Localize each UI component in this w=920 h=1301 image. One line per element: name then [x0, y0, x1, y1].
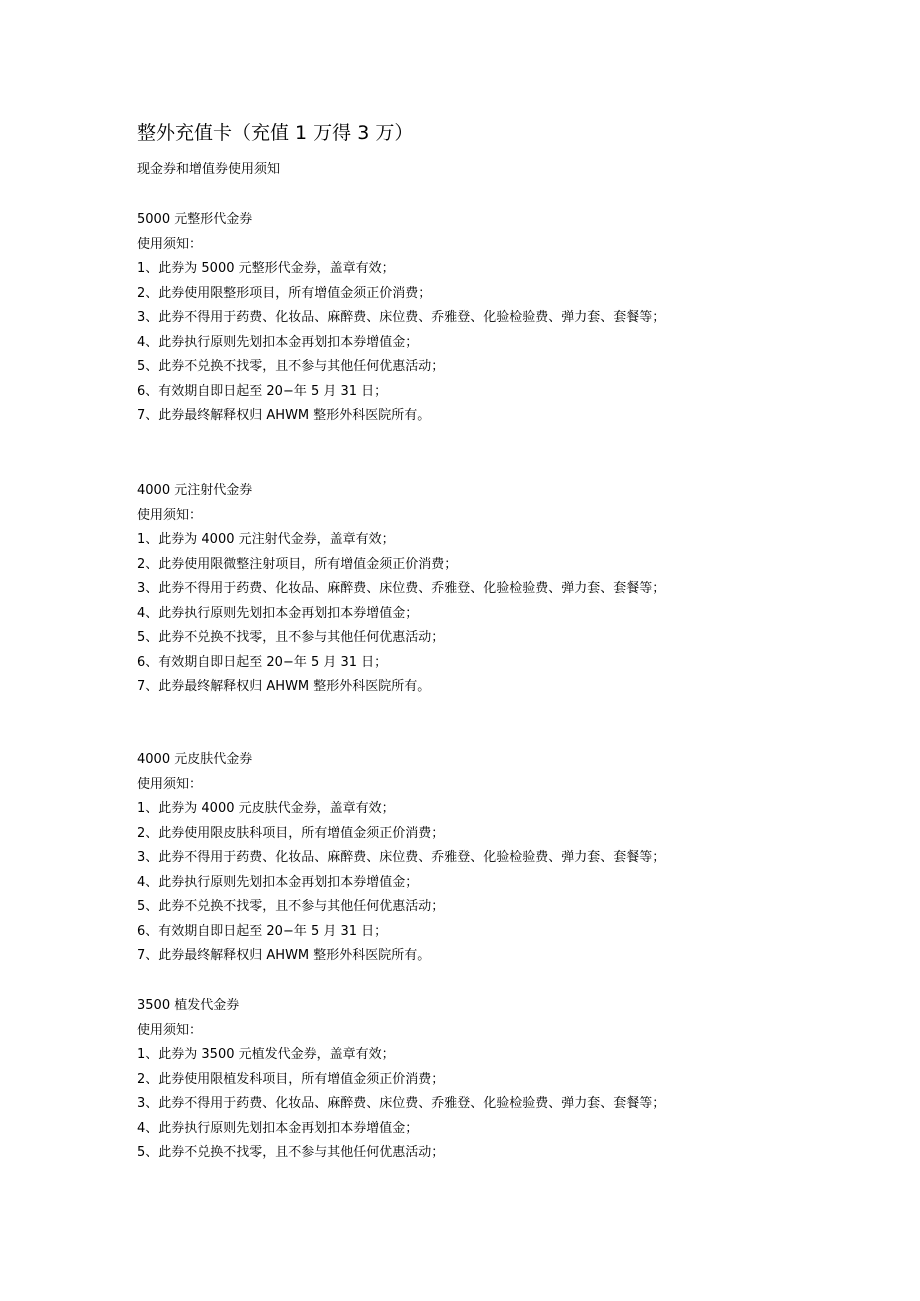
notice-item: 6、有效期自即日起至 20−年 5 月 31 日；	[137, 383, 388, 399]
document-title: 整外充值卡（充值 1 万得 3 万）	[137, 122, 414, 144]
voucher-section-injection	[137, 479, 777, 700]
voucher-section-hair-transplant	[137, 994, 777, 1166]
notice-item: 2、此券使用限整形项目，所有增值金须正价消费；	[137, 285, 432, 301]
notice-item: 4、此券执行原则先划扣本金再划扣本券增值金；	[137, 874, 419, 890]
section-heading: 4000 元注射代金券	[137, 483, 253, 498]
notice-item: 2、此券使用限皮肤科项目，所有增值金须正价消费；	[137, 825, 445, 841]
notice-item: 7、此券最终解释权归 AHWM 整形外科医院所有。	[137, 948, 431, 963]
notice-item: 5、此券不兑换不找零，且不参与其他任何优惠活动；	[137, 1145, 445, 1160]
notice-item: 4、此券执行原则先划扣本金再划扣本券增值金；	[137, 1120, 419, 1136]
notice-item: 1、此券为 5000 元整形代金券，盖章有效；	[137, 261, 395, 276]
notice-label: 使用须知：	[137, 1022, 203, 1038]
notice-item: 3、此券不得用于药费、化妆品、麻醉费、床位费、乔雅登、化验检验费、弹力套、套餐等；	[137, 310, 666, 325]
notice-item: 7、此券最终解释权归 AHWM 整形外科医院所有。	[137, 408, 431, 423]
notice-item: 5、此券不兑换不找零，且不参与其他任何优惠活动；	[137, 359, 445, 374]
section-heading: 3500 植发代金券	[137, 998, 240, 1013]
notice-label: 使用须知：	[137, 507, 203, 523]
notice-item: 7、此券最终解释权归 AHWM 整形外科医院所有。	[137, 679, 431, 694]
notice-item: 3、此券不得用于药费、化妆品、麻醉费、床位费、乔雅登、化验检验费、弹力套、套餐等；	[137, 850, 666, 865]
notice-item: 1、此券为 4000 元皮肤代金券，盖章有效；	[137, 801, 395, 816]
section-heading: 5000 元整形代金券	[137, 212, 253, 227]
notice-item: 6、有效期自即日起至 20−年 5 月 31 日；	[137, 654, 388, 670]
notice-item: 5、此券不兑换不找零，且不参与其他任何优惠活动；	[137, 630, 445, 645]
document-subtitle: 现金券和增值券使用须知	[137, 162, 281, 177]
notice-item: 1、此券为 4000 元注射代金券，盖章有效；	[137, 532, 395, 547]
notice-item: 5、此券不兑换不找零，且不参与其他任何优惠活动；	[137, 899, 445, 914]
voucher-section-skin	[137, 748, 777, 969]
notice-item: 1、此券为 3500 元植发代金券，盖章有效；	[137, 1047, 395, 1062]
notice-label: 使用须知：	[137, 776, 203, 792]
section-heading: 4000 元皮肤代金券	[137, 752, 253, 767]
notice-item: 4、此券执行原则先划扣本金再划扣本券增值金；	[137, 334, 419, 350]
notice-item: 3、此券不得用于药费、化妆品、麻醉费、床位费、乔雅登、化验检验费、弹力套、套餐等；	[137, 1096, 666, 1111]
voucher-section-plastic-surgery	[137, 208, 777, 429]
notice-item: 2、此券使用限植发科项目，所有增值金须正价消费；	[137, 1071, 445, 1087]
notice-item: 3、此券不得用于药费、化妆品、麻醉费、床位费、乔雅登、化验检验费、弹力套、套餐等；	[137, 581, 666, 596]
notice-item: 6、有效期自即日起至 20−年 5 月 31 日；	[137, 923, 388, 939]
notice-item: 4、此券执行原则先划扣本金再划扣本券增值金；	[137, 605, 419, 621]
notice-label: 使用须知：	[137, 236, 203, 252]
notice-item: 2、此券使用限微整注射项目，所有增值金须正价消费；	[137, 556, 458, 572]
